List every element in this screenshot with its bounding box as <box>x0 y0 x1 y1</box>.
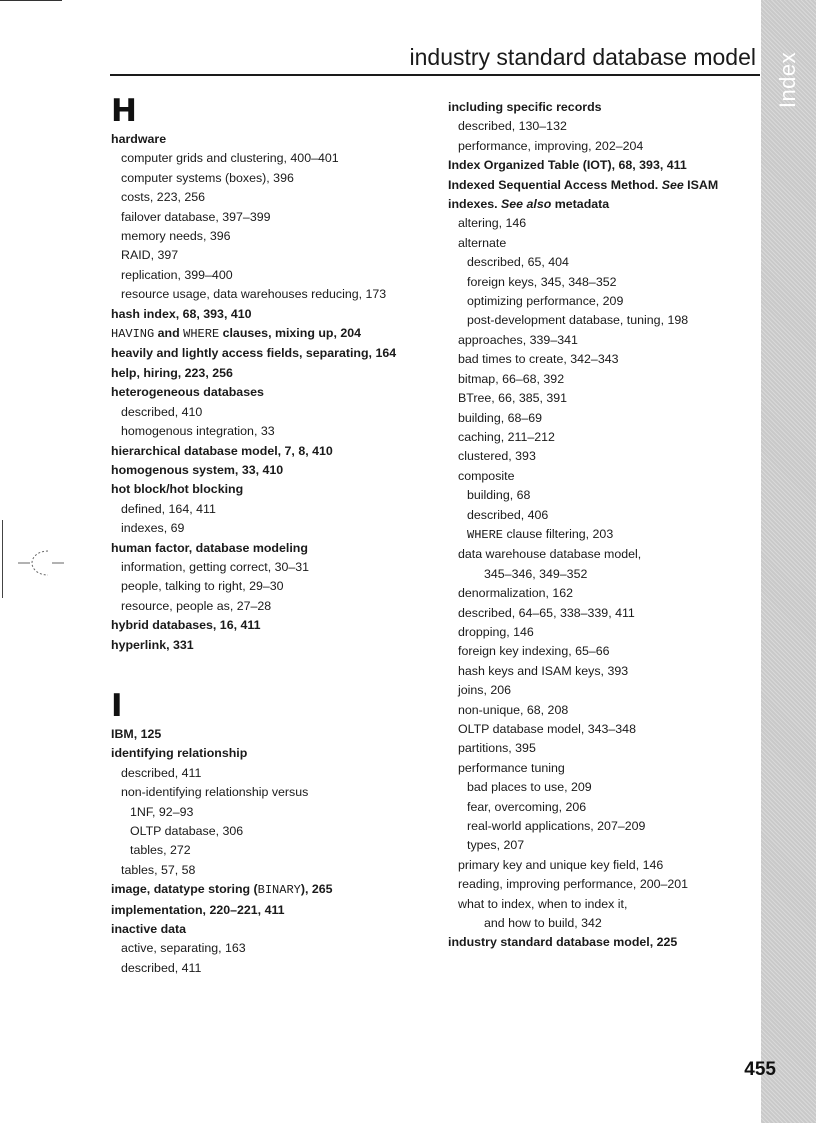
index-entry: IBM, 125 <box>111 726 162 741</box>
index-subentry: reading, improving performance, 200–201 <box>458 877 689 892</box>
index-subentry: post-development database, tuning, 198 <box>467 313 689 328</box>
index-subentry: performance, improving, 202–204 <box>458 138 644 153</box>
header-rule <box>110 74 760 76</box>
index-subentry: 345–346, 349–352 <box>484 566 588 581</box>
index-subentry: foreign key indexing, 65–66 <box>458 644 610 659</box>
index-subentry: tables, 57, 58 <box>121 862 196 877</box>
index-entry: help, hiring, 223, 256 <box>111 365 233 380</box>
index-subentry: bad places to use, 209 <box>467 780 592 795</box>
index-subentry: performance tuning <box>458 760 565 775</box>
index-entry: hash index, 68, 393, 410 <box>111 306 252 321</box>
index-subentry: active, separating, 163 <box>121 941 246 956</box>
index-entry: hyperlink, 331 <box>111 637 194 652</box>
index-subentry: foreign keys, 345, 348–352 <box>467 274 617 289</box>
index-subentry: described, 64–65, 338–339, 411 <box>458 605 635 620</box>
index-entry: heterogeneous databases <box>111 385 264 400</box>
page-number: 455 <box>744 1059 776 1080</box>
index-entry: inactive data <box>111 922 187 937</box>
code-term: HAVING <box>111 327 155 342</box>
index-subentry: BTree, 66, 385, 391 <box>458 391 568 406</box>
index-subentry: clustered, 393 <box>458 449 536 464</box>
index-subentry: described, 130–132 <box>458 119 567 134</box>
index-subentry: replication, 399–400 <box>121 267 233 282</box>
code-term: BINARY <box>257 883 301 898</box>
index-subentry: people, talking to right, 29–30 <box>121 579 284 594</box>
running-head: industry standard database model <box>409 44 756 70</box>
index-subentry: types, 207 <box>467 838 525 853</box>
code-term: WHERE <box>183 327 220 342</box>
index-subentry: described, 65, 404 <box>467 255 569 270</box>
index-entry: including specific records <box>448 100 602 114</box>
index-subentry: failover database, 397–399 <box>121 209 271 224</box>
index-subentry: bitmap, 66–68, 392 <box>458 371 565 386</box>
index-subentry: alternate <box>458 235 507 250</box>
index-subentry: joins, 206 <box>458 683 512 698</box>
index-thumb-tab <box>761 0 816 1123</box>
index-subentry: 1NF, 92–93 <box>130 804 194 819</box>
entry-text: clauses, mixing up, 204 <box>219 326 362 341</box>
section-letter: H <box>111 93 137 129</box>
index-subentry: altering, 146 <box>458 216 527 231</box>
index-subentry: computer systems (boxes), 396 <box>121 170 294 185</box>
index-subentry: tables, 272 <box>130 843 191 858</box>
entry-text: ), 265 <box>300 882 333 897</box>
index-subentry: computer grids and clustering, 400–401 <box>121 151 339 166</box>
thumb-tab-text: Index <box>775 51 801 109</box>
cross-reference-see: See also <box>501 197 552 212</box>
index-subentry: non-identifying relationship versus <box>121 785 309 800</box>
index-entry: industry standard database model, 225 <box>448 935 678 950</box>
entry-text: image, datatype storing ( <box>111 882 258 897</box>
index-subentry: and how to build, 342 <box>484 916 602 931</box>
index-entry <box>111 880 416 900</box>
entry-text: indexes. <box>448 197 502 212</box>
index-subentry: non-unique, 68, 208 <box>458 702 569 717</box>
index-subentry: memory needs, 396 <box>121 229 231 244</box>
index-subentry: real-world applications, 207–209 <box>467 819 646 834</box>
index-column-right <box>448 98 758 953</box>
entry-text: Indexed Sequential Access Method. <box>448 177 662 192</box>
index-entry: hardware <box>111 132 167 146</box>
index-entry <box>448 195 758 214</box>
index-subentry: hash keys and ISAM keys, 393 <box>458 663 629 678</box>
index-subentry: OLTP database model, 343–348 <box>458 722 636 736</box>
index-subentry: resource usage, data warehouses reducing, 173 <box>121 287 387 302</box>
entry-text: ISAM <box>683 177 719 192</box>
registration-mark-icon <box>18 548 64 578</box>
index-subentry: optimizing performance, 209 <box>467 294 624 309</box>
index-subentry <box>448 525 758 545</box>
index-subentry: described, 410 <box>121 404 203 419</box>
entry-text: clause filtering, 203 <box>503 526 614 541</box>
index-subentry: homogenous integration, 33 <box>121 424 275 439</box>
index-subentry: primary key and unique key field, 146 <box>458 857 664 872</box>
index-subentry: defined, 164, 411 <box>121 501 216 516</box>
index-subentry: data warehouse database model, <box>458 547 642 562</box>
index-subentry: caching, 211–212 <box>458 429 555 444</box>
index-entry: heavily and lightly access fields, separating, 164 <box>111 346 397 361</box>
index-subentry: information, getting correct, 30–31 <box>121 559 310 574</box>
index-entry: homogenous system, 33, 410 <box>111 462 284 477</box>
index-entry: human factor, database modeling <box>111 540 308 555</box>
index-entry: hierarchical database model, 7, 8, 410 <box>111 443 333 458</box>
index-subentry: building, 68–69 <box>458 410 543 425</box>
index-subentry: dropping, 146 <box>458 624 534 639</box>
entry-text: and <box>154 326 184 341</box>
index-subentry: resource, people as, 27–28 <box>121 598 272 613</box>
index-subentry: partitions, 395 <box>458 741 536 756</box>
index-entry <box>111 324 416 344</box>
index-subentry: indexes, 69 <box>121 521 185 536</box>
index-entry: hybrid databases, 16, 411 <box>111 618 261 633</box>
index-subentry: composite <box>458 468 515 483</box>
corner-crop-line <box>0 0 62 1</box>
entry-text: metadata <box>551 197 610 212</box>
index-subentry: fear, overcoming, 206 <box>467 799 587 814</box>
index-subentry: OLTP database, 306 <box>130 824 244 838</box>
thumb-tab-label <box>761 30 816 130</box>
index-entry: implementation, 220–221, 411 <box>111 902 285 917</box>
left-margin-rule <box>2 520 3 598</box>
index-subentry: approaches, 339–341 <box>458 332 578 347</box>
index-subentry: described, 411 <box>121 960 202 975</box>
index-subentry: described, 411 <box>121 765 202 780</box>
index-column-left <box>111 92 416 978</box>
index-subentry: RAID, 397 <box>121 248 179 263</box>
index-entry <box>448 176 758 195</box>
section-letter: I <box>111 687 123 724</box>
index-subentry: described, 406 <box>467 507 549 522</box>
index-entry: identifying relationship <box>111 746 248 761</box>
index-subentry: building, 68 <box>467 488 531 503</box>
index-subentry: what to index, when to index it, <box>458 896 628 911</box>
code-term: WHERE <box>467 527 504 542</box>
index-subentry: denormalization, 162 <box>458 586 574 601</box>
cross-reference-see: See <box>661 177 684 192</box>
index-subentry: costs, 223, 256 <box>121 190 206 205</box>
index-subentry: bad times to create, 342–343 <box>458 352 619 367</box>
index-entry: hot block/hot blocking <box>111 482 244 497</box>
index-entry: Index Organized Table (IOT), 68, 393, 411 <box>448 158 687 173</box>
